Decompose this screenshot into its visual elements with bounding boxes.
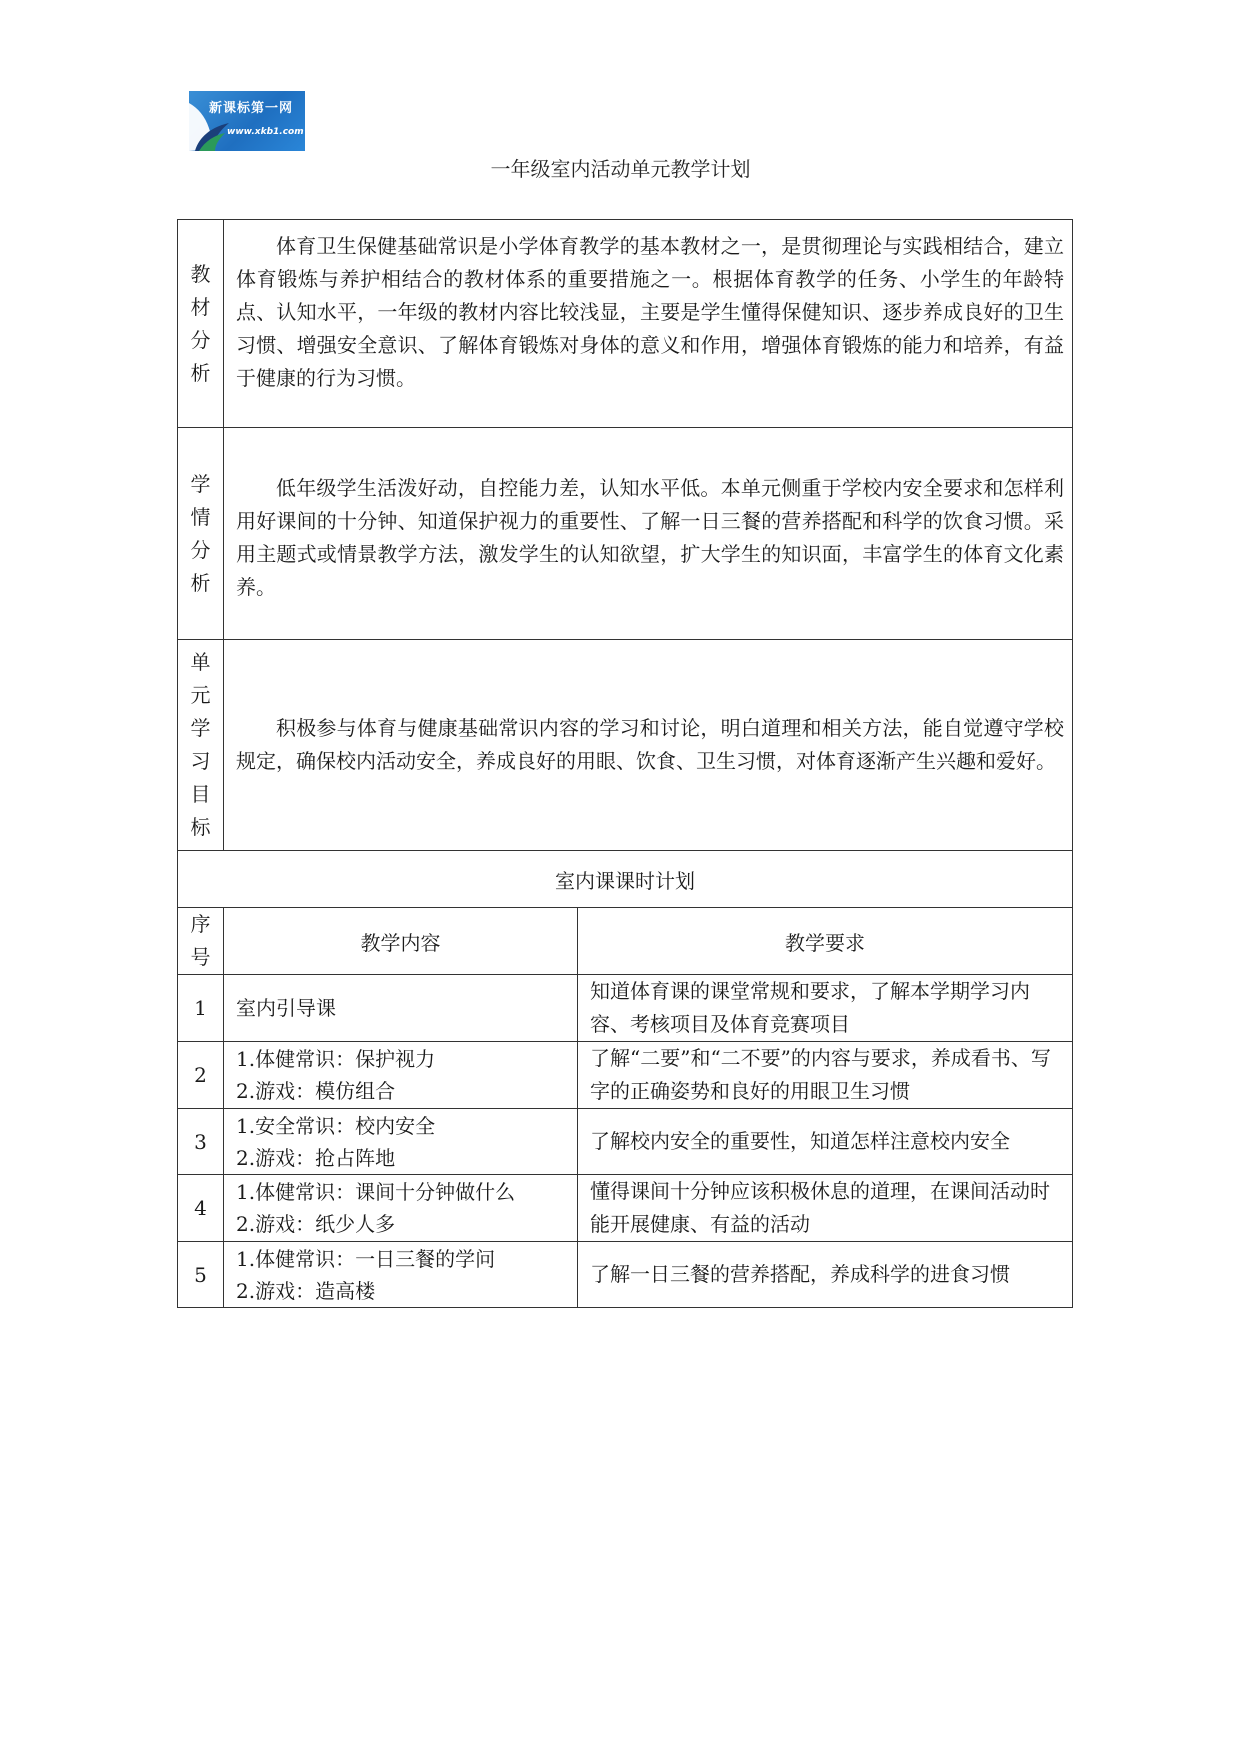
row-no: 5 xyxy=(178,1242,224,1308)
content-line: 1.体健常识：保护视力 xyxy=(236,1047,436,1071)
schedule-title-row xyxy=(178,851,1073,908)
site-logo xyxy=(189,91,305,151)
logo-title: 新课标第一网 xyxy=(209,101,294,116)
row-no: 2 xyxy=(178,1042,224,1109)
row-requirement: 了解校内安全的重要性，知道怎样注意校内安全 xyxy=(578,1109,1073,1175)
content-line: 1.体健常识：课间十分钟做什么 xyxy=(236,1180,516,1204)
row-requirement: 了解一日三餐的营养搭配，养成科学的进食习惯 xyxy=(578,1242,1073,1308)
section-text: 积极参与体育与健康基础常识内容的学习和讨论，明白道理和相关方法，能自觉遵守学校规定，确保校内活动安全，养成良好的用眼、饮食、卫生习惯，对体育逐渐产生兴趣和爱好。 xyxy=(224,640,1073,851)
logo-url: www.xkb1.com xyxy=(227,127,304,137)
content-line: 2.游戏：纸少人多 xyxy=(236,1212,396,1236)
row-requirement: 知道体育课的课堂常规和要求，了解本学期学习内容、考核项目及体育竞赛项目 xyxy=(578,975,1073,1042)
content-line: 2.游戏：模仿组合 xyxy=(236,1079,396,1103)
content-line: 1.体健常识：一日三餐的学问 xyxy=(236,1246,496,1271)
content-line: 2.游戏：抢占阵地 xyxy=(236,1145,396,1170)
schedule-title: 室内课课时计划 xyxy=(178,851,1073,908)
row-content xyxy=(224,1175,578,1242)
header-no: 序号 xyxy=(190,912,211,969)
section-label-cell xyxy=(178,640,224,851)
section-row-textbook-analysis xyxy=(178,220,1073,428)
document-title: 一年级室内活动单元教学计划 xyxy=(490,157,751,181)
content-line: 1.安全常识：校内安全 xyxy=(236,1113,436,1138)
table-row xyxy=(178,1242,1073,1308)
table-row xyxy=(178,975,1073,1042)
teaching-plan-table xyxy=(177,219,1073,1308)
section-text: 低年级学生活泼好动，自控能力差，认知水平低。本单元侧重于学校内安全要求和怎样利用好课间的十分钟、知道保护视力的重要性、了解一日三餐的营养搭配和科学的饮食习惯。采用主题式或情景教学方法，激发学生的认知欲望，扩大学生的知识面，丰富学生的体育文化素养。 xyxy=(224,428,1073,640)
header-no-cell xyxy=(178,908,224,975)
section-label: 单元学习目标 xyxy=(190,650,211,839)
section-label-cell xyxy=(178,428,224,640)
content-line: 2.游戏：造高楼 xyxy=(236,1278,376,1303)
row-no: 3 xyxy=(178,1109,224,1175)
table-row xyxy=(178,1175,1073,1242)
header-content: 教学内容 xyxy=(224,908,578,975)
section-row-student-analysis xyxy=(178,428,1073,640)
row-no: 1 xyxy=(178,975,224,1042)
schedule-header-row xyxy=(178,908,1073,975)
row-content xyxy=(224,1242,578,1308)
row-requirement: 了解“二要”和“二不要”的内容与要求，养成看书、写字的正确姿势和良好的用眼卫生习惯 xyxy=(578,1042,1073,1109)
section-text: 体育卫生保健基础常识是小学体育教学的基本教材之一，是贯彻理论与实践相结合，建立体育锻炼与养护相结合的教材体系的重要措施之一。根据体育教学的任务、小学生的年龄特点、认知水平，一年级的教材内容比较浅显，主要是学生懂得保健知识、逐步养成良好的卫生习惯、增强安全意识、了解体育锻炼对身体的意义和作用，增强体育锻炼的能力和培养，有益于健康的行为习惯。 xyxy=(224,220,1073,428)
table-row xyxy=(178,1042,1073,1109)
content-line: 室内引导课 xyxy=(236,996,336,1020)
section-label: 教材分析 xyxy=(190,261,211,385)
row-content xyxy=(224,975,578,1042)
row-requirement: 懂得课间十分钟应该积极休息的道理，在课间活动时能开展健康、有益的活动 xyxy=(578,1175,1073,1242)
section-label: 学情分析 xyxy=(190,471,211,595)
row-content xyxy=(224,1109,578,1175)
table-row xyxy=(178,1109,1073,1175)
section-row-learning-goals xyxy=(178,640,1073,851)
row-no: 4 xyxy=(178,1175,224,1242)
row-content xyxy=(224,1042,578,1109)
section-label-cell xyxy=(178,220,224,428)
header-requirement: 教学要求 xyxy=(578,908,1073,975)
